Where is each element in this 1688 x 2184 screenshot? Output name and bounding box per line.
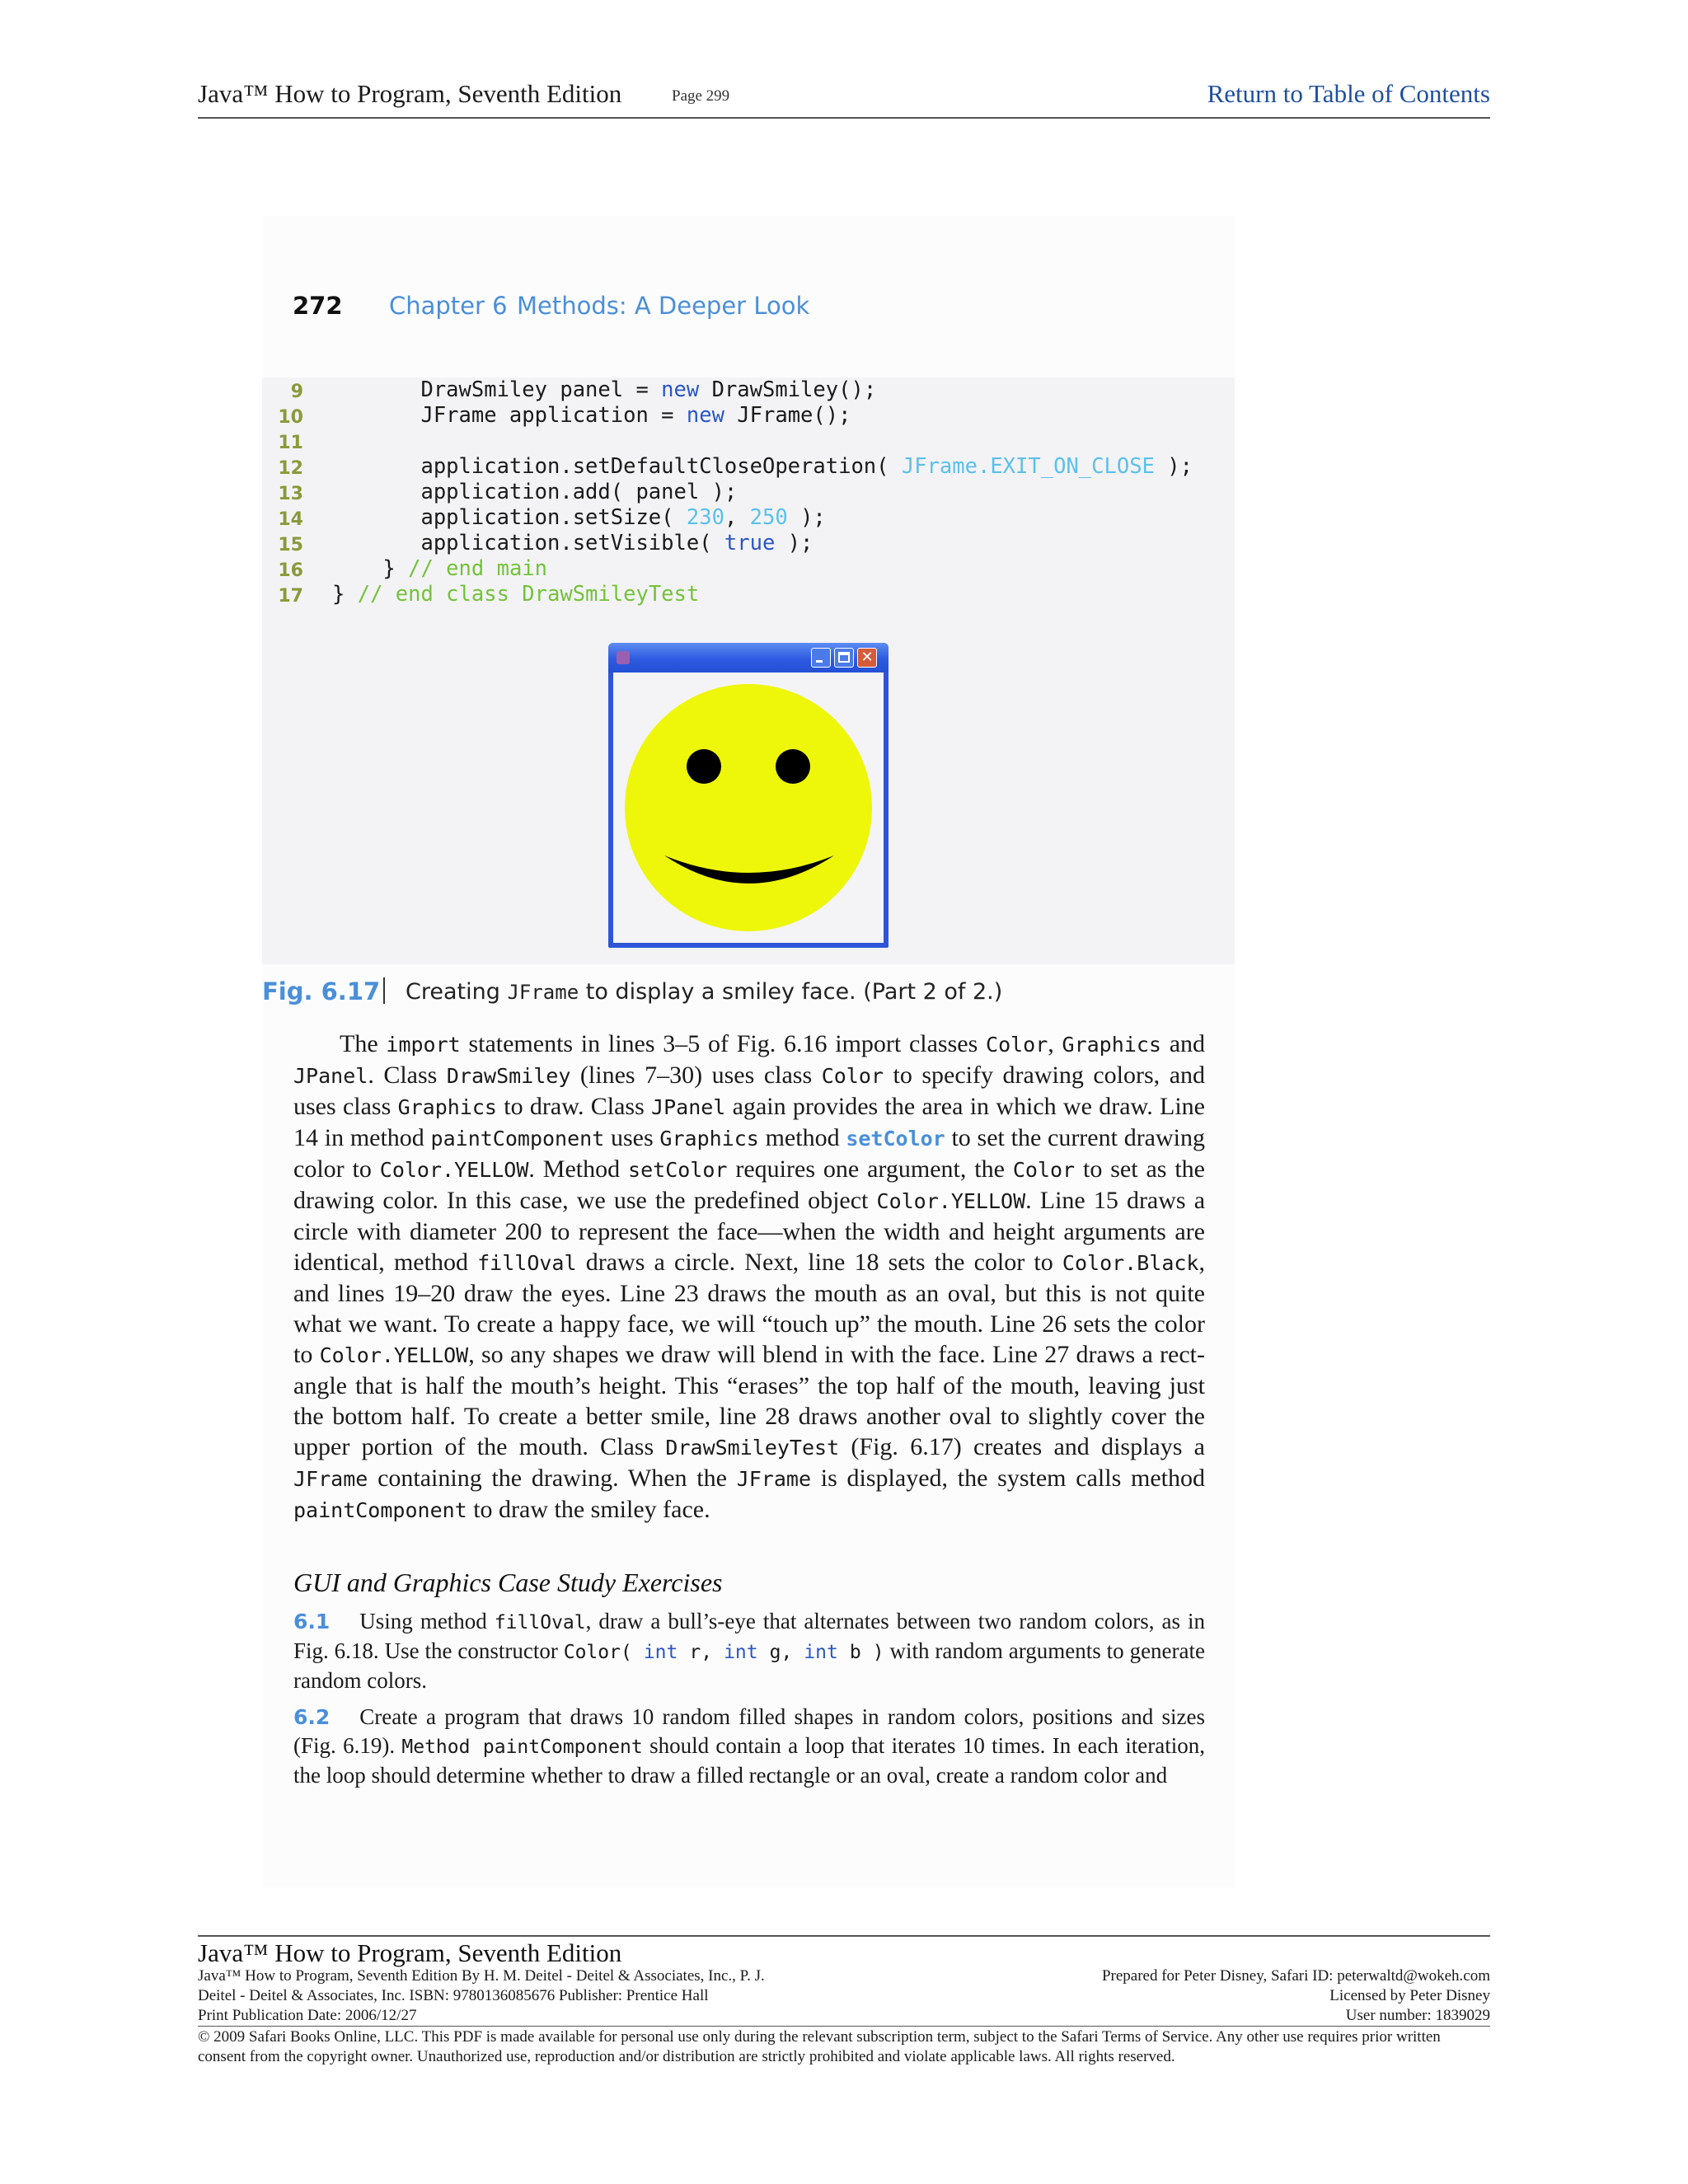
code-text: DrawSmiley panel = new DrawSmiley(); <box>332 377 877 402</box>
code-text: application.add( panel ); <box>332 480 738 504</box>
code-text: application.setVisible( true ); <box>332 531 814 555</box>
code-line <box>262 505 826 531</box>
footer-book-info: Print Publication Date: 2006/12/27 <box>198 2007 417 2024</box>
footer-license-info: Prepared for Peter Disney, Safari ID: peterwaltd@wokeh.com <box>1101 1967 1490 1985</box>
code-line <box>262 454 1193 480</box>
maximize-icon <box>834 648 854 668</box>
exercise-6-2: 6.2 Create a program that draws 10 random filled shapes in random colors, positions and sizes (Fig. 6.19). Method paintComponent should contain a loop that iterates 10 times. In each iteration, the loop should determine whether to draw a filled rectangle or an oval, create a random color and <box>293 1704 1206 1788</box>
figure-caption: Creating JFrame to display a smiley face. (Part 2 of 2.) <box>406 979 1003 1005</box>
minimize-icon <box>811 648 831 668</box>
footer-rule <box>198 2026 1490 2027</box>
footer-title: Java™ How to Program, Seventh Edition <box>198 1938 622 1967</box>
code-text: } // end class DrawSmileyTest <box>332 582 700 607</box>
code-text: } // end main <box>332 556 548 581</box>
figure-number: Fig. 6.17 <box>262 977 381 1005</box>
close-icon: ✕ <box>857 648 877 668</box>
footer-license-info: User number: 1839029 <box>1345 2007 1490 2024</box>
running-header-page: Page 299 <box>672 87 730 105</box>
window-client-area <box>613 673 884 943</box>
line-number: 11 <box>278 433 303 453</box>
exercises-heading: GUI and Graphics Case Study Exercises <box>293 1568 723 1597</box>
code-line <box>262 429 303 454</box>
footer-rule <box>198 1935 1490 1937</box>
smiley-right-eye <box>776 749 810 784</box>
window-titlebar <box>608 643 889 673</box>
book-page-number: 272 <box>293 292 343 320</box>
body-paragraph: The import statements in lines 3–5 of Fig. 6.16 import classes Color, Graphics and JPanel. Class DrawSmiley (lines 7–30) uses class Color to specify drawing colors, and uses class Graphics to draw. Class JPanel again provides the area in which we draw. Line 14 in method paintComponent uses Graphics method setColor to set the current drawing color to Color.YELLOW. Method setColor requires one argument, the Color to set as the drawing color. In this case, we use the predefined object Color.YELLOW. Line 15 draws a circle with diameter 200 to represent the face—when the width and height arguments are identical, method fillOval draws a circle. Next, line 18 sets the color to Color.Black, and lines 19–20 draw the eyes. Line 23 draws the mouth as an oval, but this is not quite what we want. To create a happy face, we will “touch up” the mouth. Line 26 sets the color to Color.YELLOW, so any shapes we draw will blend in with the face. Line 27 draws a rect-angle that is half the mouth’s height. This “erases” the top half of the mouth, leaving just the bottom half. To create a better smile, line 28 draws another oval to slightly cover the upper portion of the mouth. Class DrawSmileyTest (Fig. 6.17) creates and displays a JFrame containing the drawing. When the JFrame is displayed, the system calls method paintComponent to draw the smiley face. <box>293 1030 1206 1523</box>
app-window-screenshot <box>608 643 889 948</box>
exercise-number: 6.2 <box>293 1705 331 1729</box>
line-number: 9 <box>290 382 303 402</box>
line-number: 10 <box>278 407 303 428</box>
code-line <box>262 480 738 505</box>
chapter-label: Chapter 6 <box>389 292 508 320</box>
code-text: application.setSize( 230, 250 ); <box>332 505 826 530</box>
caption-separator <box>383 977 385 1004</box>
running-header-title: Java™ How to Program, Seventh Edition <box>198 79 622 108</box>
exercise-number: 6.1 <box>293 1610 331 1633</box>
code-line <box>262 531 814 556</box>
footer-license-info: Licensed by Peter Disney <box>1329 1987 1490 2004</box>
return-to-toc-link[interactable]: Return to Table of Contents <box>1207 79 1490 108</box>
code-line <box>262 377 877 403</box>
footer-copyright: © 2009 Safari Books Online, LLC. This PDF is made available for personal use only during the relevant subscription term, subject to the Safari Terms of Service. Any other use requires prior written consent from the copyright owner. Unauthorized use, reproduction and/or distribution are strictly prohibited and violate applicable laws. All rights reserved. <box>198 2028 1441 2065</box>
footer-book-info: Java™ How to Program, Seventh Edition By H. M. Deitel - Deitel & Associates, Inc., P. J. <box>198 1967 765 1985</box>
code-line <box>262 582 700 607</box>
line-number: 16 <box>278 560 303 581</box>
code-line <box>262 403 851 429</box>
code-line <box>262 556 548 582</box>
line-number: 14 <box>278 509 303 530</box>
line-number: 15 <box>278 535 303 555</box>
footer-book-info: Deitel - Deitel & Associates, Inc. ISBN: 9780136085676 Publisher: Prentice Hall <box>198 1987 709 2004</box>
line-number: 13 <box>278 484 303 504</box>
line-number: 12 <box>278 458 303 479</box>
smiley-face <box>625 684 872 931</box>
exercise-6-1: 6.1 Using method fillOval, draw a bull’s-eye that alternates between two random colors, as in Fig. 6.18. Use the constructor Color( int r, int g, int b ) with random arguments to generate random colors. <box>293 1609 1205 1693</box>
line-number: 17 <box>278 586 303 607</box>
code-text: JFrame application = new JFrame(); <box>332 403 851 428</box>
header-rule <box>198 117 1490 119</box>
java-cup-icon <box>617 651 630 664</box>
code-text: application.setDefaultCloseOperation( JFrame.EXIT_ON_CLOSE ); <box>332 454 1193 479</box>
smiley-left-eye <box>687 749 721 784</box>
chapter-title: Methods: A Deeper Look <box>517 292 810 320</box>
